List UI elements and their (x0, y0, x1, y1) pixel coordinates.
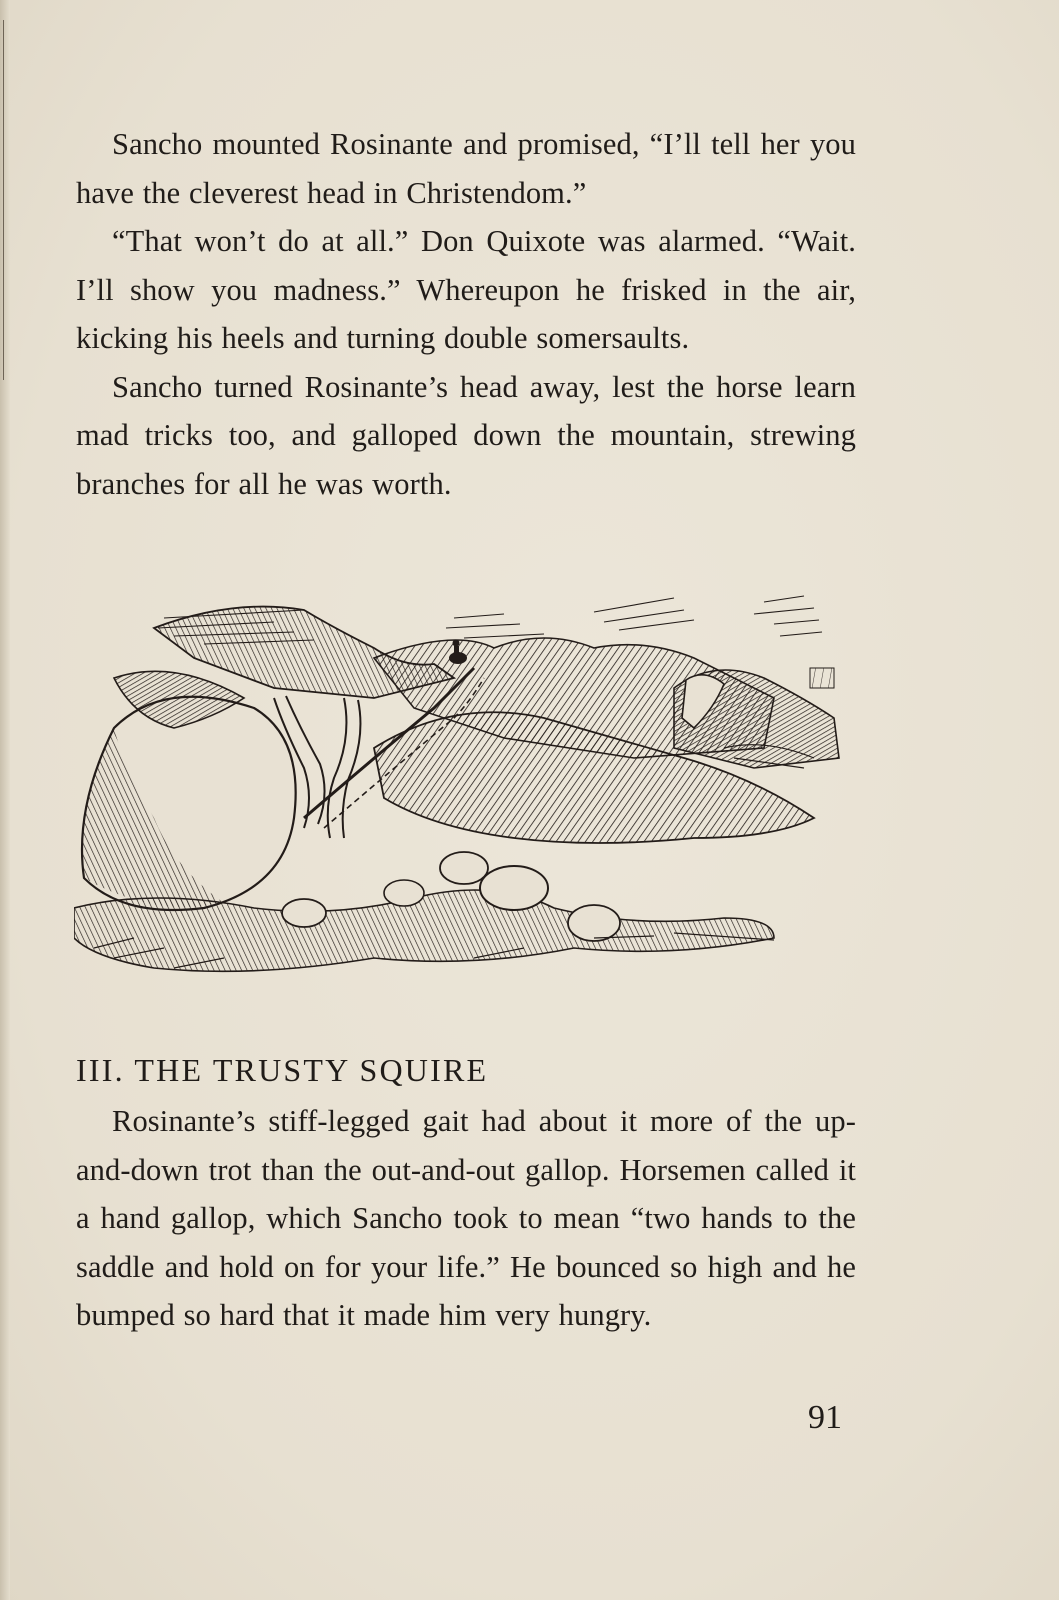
paragraph-quixote-madness: “That won’t do at all.” Don Quixote was alarmed. “Wait. I’ll show you madness.” Whereupon he frisked in the air, kicking his heels and turning double somersaults. (76, 224, 856, 355)
binding-line (3, 20, 4, 380)
paragraph-rosinante-gait: Rosinante’s stiff-legged gait had about it more of the up-and-down trot than the out-and-out gallop. Horsemen called it a hand gallop, which Sancho took to mean “two hands to the saddle and hold on for your life.” He bounced so high and he bumped so hard that it made him very hungry. (76, 1104, 856, 1332)
lower-text-block (76, 1097, 856, 1340)
page-binding-edge (0, 0, 10, 1600)
foreground-ground (74, 890, 774, 971)
rock-5 (384, 880, 424, 906)
paragraph-sancho-promise: Sancho mounted Rosinante and promised, “I’ll tell her you have the cleverest head in Christendom.” (76, 127, 856, 210)
paragraph-sancho-gallops: Sancho turned Rosinante’s head away, lest the horse learn mad tricks too, and galloped down the mountain, strewing branches for all he was worth. (76, 369, 856, 501)
rock-4 (282, 899, 326, 927)
rock-3 (568, 905, 620, 941)
chapter-heading: III. THE TRUSTY SQUIRE (76, 1052, 489, 1088)
page-number: 91 (808, 1399, 842, 1436)
upper-text-block (76, 120, 856, 508)
mountain-landscape-illustration (74, 588, 854, 1008)
right-box-sketch (810, 668, 834, 688)
rock-2 (440, 852, 488, 884)
rock-1 (480, 866, 548, 910)
